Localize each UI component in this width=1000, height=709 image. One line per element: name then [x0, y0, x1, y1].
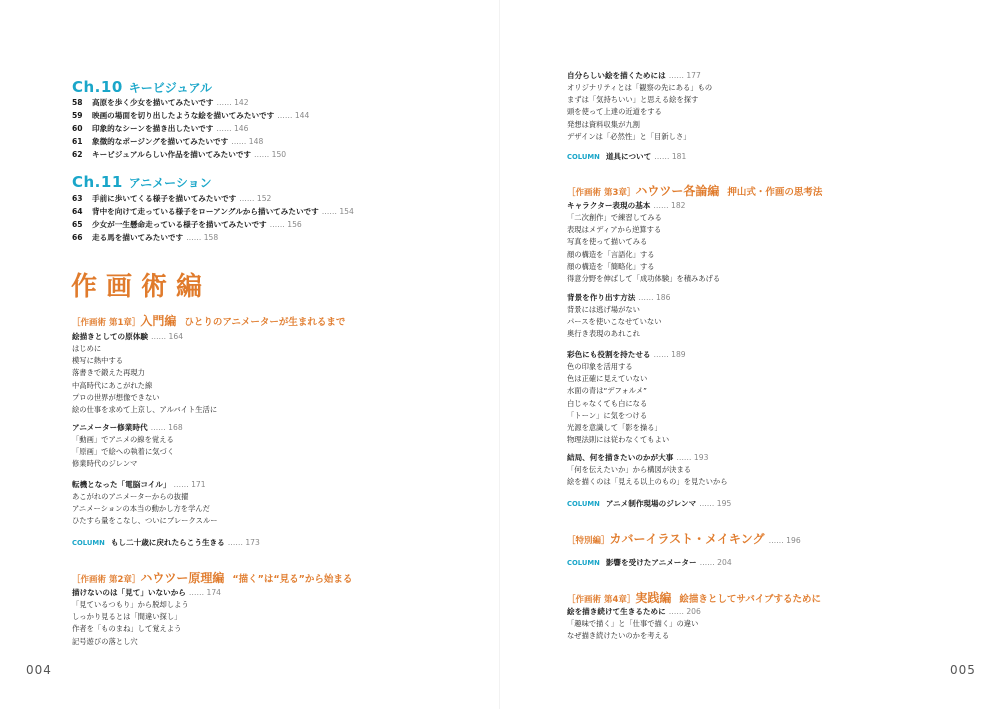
section-saishoku	[567, 348, 686, 446]
part-2-heading	[72, 567, 352, 586]
list-item: 光源を意識して「影を操る」	[567, 422, 662, 432]
part-tag: ［作画術 第2章］	[72, 575, 141, 585]
section-jibunrashii	[567, 69, 712, 143]
section-title: 転機となった「電脳コイル」 …… 171	[72, 480, 206, 489]
column-tag: COLUMN	[567, 559, 600, 567]
list-item: オリジナリティとは「観察の先にある」もの	[567, 83, 713, 92]
chapter-10-list	[72, 96, 309, 161]
list-item: 水面の青は“デフォルメ”	[567, 386, 647, 396]
chapter-11-list	[72, 192, 354, 244]
section-title: 絵を描き続けて生きるために …… 206	[567, 607, 701, 616]
chapter-title: アニメーション	[128, 176, 212, 190]
section-character	[567, 199, 720, 285]
section-title: 描けないのは「見て」いないから …… 174	[72, 588, 222, 597]
column-entry: COLUMN もし二十歳に戻れたらこう生きる …… 173	[72, 538, 260, 547]
toc-row: 65 少女が一生懸命走っている様子を描いてみたいです …… 156	[72, 220, 302, 229]
list-item: 顔の構造を「簡略化」する	[567, 261, 655, 271]
part-tag: ［特別編］	[567, 536, 610, 546]
toc-row: 58 高原を歩く少女を描いてみたいです …… 142	[72, 98, 249, 107]
toc-row: 61 象徴的なポージングを描いてみたいです …… 148	[72, 137, 264, 146]
part-main-title: 入門編	[140, 314, 177, 328]
section-denno-coil	[72, 478, 218, 528]
column-tag: COLUMN	[567, 500, 600, 508]
toc-row: 60 印象的なシーンを描き出したいです …… 146	[72, 124, 249, 133]
toc-row: 62 キービジュアルらしい作品を描いてみたいです …… 150	[72, 150, 287, 159]
list-item: 「見ているつもり」から脱却しよう	[72, 600, 189, 609]
section-title: 自分らしい絵を描くためには …… 177	[567, 71, 701, 80]
list-item: 修業時代のジレンマ	[72, 459, 138, 469]
list-item: なぜ描き続けたいのかを考える	[567, 631, 670, 641]
part-tag: ［作画術 第1章］	[72, 318, 141, 328]
part-main-title: ハウツー原理編	[140, 571, 225, 585]
special-part-heading	[567, 528, 801, 547]
chapter-number: Ch.11	[72, 173, 123, 191]
column-tag: COLUMN	[567, 153, 600, 161]
list-item: 背景には逃げ場がない	[567, 305, 640, 314]
page-number: 005	[950, 663, 976, 677]
list-item: 奥行き表現のあれこれ	[567, 329, 640, 339]
chapter-number: Ch.10	[72, 78, 123, 96]
list-item: 中高時代にあこがれた線	[72, 380, 153, 390]
list-item: 「趣味で描く」と「仕事で描く」の違い	[567, 619, 699, 628]
part-main-title: カバーイラスト・メイキング	[609, 532, 765, 546]
column-entry: COLUMN 影響を受けたアニメーター …… 204	[567, 558, 732, 567]
list-item: ひたすら量をこなし、ついにブレークスルー	[72, 516, 218, 526]
right-page	[500, 0, 1000, 709]
column-entry: COLUMN 道具について …… 181	[567, 152, 687, 161]
list-item: 顔の構造を「言語化」する	[567, 249, 655, 259]
toc-row: 66 走る馬を描いてみたいです …… 158	[72, 233, 219, 242]
section-title: 彩色にも役割を持たせる …… 189	[567, 350, 686, 359]
list-item: まずは「気持ちいい」と思える絵を探す	[567, 95, 699, 105]
section-shugyo	[72, 421, 183, 471]
part-subtitle: “描く”は“見る”から始まる	[232, 574, 353, 585]
part-subtitle: ひとりのアニメーターが生まれるまで	[184, 317, 346, 328]
list-item: 色の印象を活用する	[567, 362, 633, 371]
chapter-10-heading	[72, 77, 212, 96]
list-item: 作者を「ものまね」して覚えよう	[72, 624, 182, 634]
part-1-heading	[72, 310, 345, 329]
list-item: はじめに	[72, 344, 102, 353]
section-title: キャラクター表現の基本 …… 182	[567, 201, 686, 210]
toc-row: 64 背中を向けて走っている様子をローアングルから描いてみたいです …… 154	[72, 207, 354, 216]
column-entry: COLUMN アニメ制作現場のジレンマ …… 195	[567, 499, 732, 508]
section-miteinai	[72, 586, 221, 648]
list-item: 模写に熱中する	[72, 356, 124, 366]
list-item: 絵を描くのは「見える以上のもの」を見たいから	[567, 477, 728, 487]
section-genkeiken	[72, 330, 217, 416]
list-item: パースを使いこなせていない	[567, 317, 662, 327]
part-3-heading	[567, 180, 822, 199]
part-tag: ［作画術 第4章］	[567, 595, 636, 605]
list-item: 落書きで鍛えた再現力	[72, 368, 145, 378]
list-item: 得意分野を伸ばして「成功体験」を積みあげる	[567, 273, 721, 283]
page-number: 004	[26, 663, 52, 677]
section-title: 絵描きとしての原体験 …… 164	[72, 332, 184, 341]
list-item: プロの世界が想像できない	[72, 392, 160, 402]
list-item: 頭を使って上達の近道をする	[567, 107, 662, 117]
part-main-title: ハウツー各論編	[635, 184, 720, 198]
list-item: 記号遊びの落とし穴	[72, 636, 138, 646]
chapter-11-heading	[72, 172, 212, 191]
list-item: アニメーションの本当の動かし方を学んだ	[72, 504, 210, 514]
list-item: 発想は資料収集が九割	[567, 119, 640, 129]
list-item: 写真を使って描いてみる	[567, 237, 648, 247]
list-item: 表現はメディアから逆算する	[567, 225, 662, 235]
list-item: 白じゃなくても白になる	[567, 398, 648, 408]
part-page: …… 196	[768, 536, 801, 545]
part-main-title: 実践編	[635, 591, 672, 605]
column-tag: COLUMN	[72, 539, 105, 547]
list-item: 「トーン」に気をつける	[567, 410, 648, 420]
list-item: あこがれのアニメーターからの抜擢	[72, 492, 189, 501]
toc-row: 63 手前に歩いてくる様子を描いてみたいです …… 152	[72, 194, 272, 203]
part-4-heading	[567, 587, 821, 606]
section-title: 結局、何を描きたいのかが大事 …… 193	[567, 453, 709, 462]
list-item: 「動画」でアニメの線を覚える	[72, 435, 174, 444]
part-subtitle: 押山式・作画の思考法	[727, 187, 823, 198]
list-item: 「原画」で絵への執着に気づく	[72, 447, 175, 457]
list-item: 物理法則には従わなくてもよい	[567, 435, 670, 445]
section-title: アニメーター修業時代 …… 168	[72, 423, 183, 432]
list-item: 絵の仕事を求めて上京し、アルバイト生活に	[72, 404, 218, 414]
list-item: しっかり見るとは「間違い探し」	[72, 612, 182, 622]
part-subtitle: 絵描きとしてサバイブするために	[679, 594, 822, 605]
section-haikei	[567, 291, 670, 341]
list-item: デザインは「必然性」と「目新しさ」	[567, 131, 691, 141]
list-item: 「何を伝えたいか」から構図が決まる	[567, 465, 692, 474]
list-item: 色は正確に見えていない	[567, 374, 648, 384]
list-item: 「二次創作」で練習してみる	[567, 213, 662, 222]
part-title-sakugajutsu: 作画術編	[71, 272, 212, 302]
toc-row: 59 映画の場面を切り出したような絵を描いてみたいです …… 144	[72, 111, 310, 120]
part-tag: ［作画術 第3章］	[567, 188, 636, 198]
chapter-title: キービジュアル	[128, 81, 213, 95]
section-kakitsuzukete	[567, 605, 701, 642]
section-title: 背景を作り出す方法 …… 186	[567, 293, 671, 302]
section-kekkyoku	[567, 451, 728, 488]
